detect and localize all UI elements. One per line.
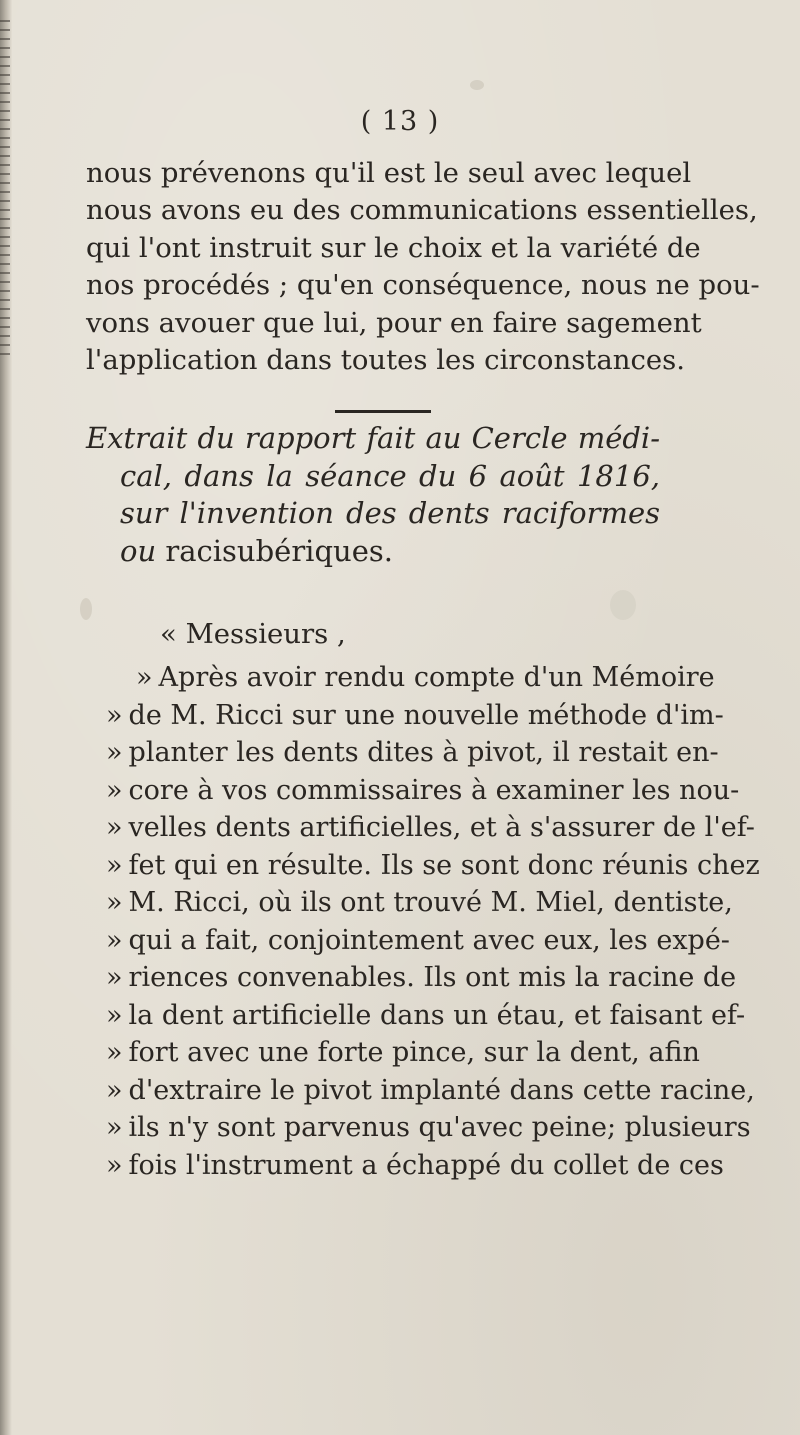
paper-stain <box>80 598 92 620</box>
page-number: ( 13 ) <box>360 106 440 137</box>
letter-body <box>106 659 760 1184</box>
extract-heading <box>86 420 660 570</box>
heading-word: ou <box>120 533 157 568</box>
letter-line-text: Après avoir rendu compte d'un Mémoire <box>158 662 715 693</box>
quote-mark: » <box>106 737 121 768</box>
letter-line <box>106 659 715 697</box>
letter-line <box>106 1072 755 1110</box>
heading-line <box>86 533 660 571</box>
quote-mark: » <box>106 849 121 881</box>
text-line: l'application dans toutes les circonstances. <box>86 343 685 376</box>
heading-line: Extrait du rapport fait au Cercle médi- <box>86 421 660 455</box>
letter-line-text: fet qui en résulte. Ils se sont donc réunis chez <box>128 849 760 881</box>
intro-paragraph <box>86 155 760 379</box>
letter-line-text: planter les dents dites à pivot, il restait en- <box>128 737 719 768</box>
text-line: nous avons eu des communications essentielles, <box>86 194 758 227</box>
heading-line: cal, dans la séance du 6 août 1816, <box>120 458 660 493</box>
quote-mark: » <box>136 662 151 693</box>
letter-line-text: fois l'instrument a échappé du collet de ces <box>128 1149 724 1181</box>
letter-line-text: riences convenables. Ils ont mis la racine de <box>128 962 737 993</box>
letter-line <box>106 734 719 772</box>
letter-line-text: core à vos commissaires à examiner les nou- <box>128 774 740 806</box>
quote-mark: » <box>106 774 121 806</box>
paper-stain <box>610 590 636 620</box>
quote-mark: » <box>106 1112 121 1143</box>
letter-line <box>106 884 733 922</box>
letter-line-text: ils n'y sont parvenus qu'avec peine; plusieurs <box>128 1112 751 1143</box>
quote-mark: » <box>106 924 121 956</box>
text-line: nous prévenons qu'il est le seul avec lequel <box>86 157 692 189</box>
text-line: vons avouer que lui, pour en faire sagement <box>86 306 702 339</box>
quote-mark: » <box>106 812 121 843</box>
page-gutter <box>0 0 12 1435</box>
text-line: qui l'ont instruit sur le choix et la variété de <box>86 231 701 264</box>
quote-mark: » <box>106 999 121 1031</box>
letter-line <box>106 772 740 810</box>
section-divider <box>335 410 431 413</box>
letter-line <box>106 997 746 1035</box>
letter-line <box>106 847 760 885</box>
letter-line <box>106 922 730 960</box>
text-line: nos procédés ; qu'en conséquence, nous ne pou- <box>86 269 760 302</box>
quote-mark: » <box>106 699 121 731</box>
letter-line <box>106 1147 724 1185</box>
letter-line <box>106 1109 751 1147</box>
letter-line <box>106 959 737 997</box>
letter-line <box>106 697 724 735</box>
letter-line <box>106 809 755 847</box>
letter-line-text: de M. Ricci sur une nouvelle méthode d'im- <box>128 699 724 731</box>
quote-mark: » <box>106 1149 121 1181</box>
quote-mark: » <box>106 962 121 993</box>
paper-stain <box>470 80 484 90</box>
letter-line-text: M. Ricci, où ils ont trouvé M. Miel, dentiste, <box>128 887 733 918</box>
quote-mark: » <box>106 1037 121 1068</box>
letter-line <box>106 1034 700 1072</box>
quote-mark: » <box>106 887 121 918</box>
letter-line-text: qui a fait, conjointement avec eux, les expé- <box>128 924 730 956</box>
letter-salutation: « Messieurs , <box>160 618 346 650</box>
binding-stitches <box>0 20 10 360</box>
letter-line-text: la dent artificielle dans un étau, et faisant ef- <box>128 999 746 1031</box>
letter-line-text: velles dents artificielles, et à s'assurer de l'ef- <box>128 812 755 843</box>
letter-line-text: fort avec une forte pince, sur la dent, afin <box>128 1037 700 1068</box>
heading-line: sur l'invention des dents raciformes <box>120 496 660 530</box>
quote-mark: » <box>106 1074 121 1106</box>
letter-line-text: d'extraire le pivot implanté dans cette racine, <box>128 1074 755 1106</box>
heading-word: racisubériques. <box>165 533 393 568</box>
